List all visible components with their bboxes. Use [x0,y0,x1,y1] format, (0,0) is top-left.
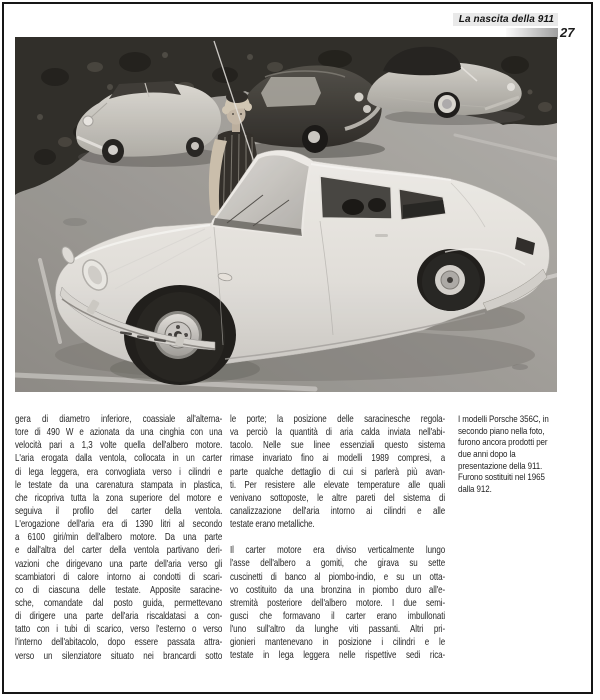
text-line: e dall'altra del carter della ventola partivano deri- [15,545,223,557]
text-line: parte qualche dettaglio di cui si parlerà più avan- [230,466,446,478]
text-column-2 [230,413,445,676]
caption-line: presentazione della 911. [458,460,543,471]
photo-tint-overlay [15,37,557,392]
text-line: di dirigere una parte dell'aria riscaldatasi a con- [15,611,223,623]
text-line: le testate da una carenatura stampata in plastica, [15,479,223,491]
text-line: di lega leggera, era convogliata verso i cilindri e [15,466,223,478]
text-line: che ricopriva tutta la zona superiore del motore e [15,492,223,504]
text-line: tore di 490 W e azionata da una cinghia con una [15,427,223,439]
text-line: le porte; la posizione delle saracinesche regola- [230,414,446,425]
text-line: venivano sottoposte, le altre pareti del sistema di [230,492,446,504]
text-column-1 [15,413,222,676]
text-line: L'aria erogata dalla ventola, collocata in un carter [15,453,223,465]
caption-line: I modelli Porsche 356C, in [458,414,549,424]
paragraph [230,544,445,662]
text-line: l'asse dell'albero a gomiti, che girava su sette [230,558,446,570]
text-line: rimase invariato fino ai modelli 1989 compresi, a [230,453,446,465]
text-line: l'interno dell'abitacolo, dopo essere passata attra- [15,637,223,649]
text-line: gera di diametro inferiore, coassiale all'alterna- [15,414,223,425]
text-line: testate in lega leggera nelle rispettive sedi rica- [230,650,446,662]
photo-illustration [15,37,557,392]
text-line: va perciò la quantità di aria calda inviata nell'abi- [230,427,446,439]
text-line: testate erano metalliche. [230,519,315,531]
photo-caption-lines [458,414,579,496]
text-line: l'uno sull'altro da lunghe viti passanti. Altri pri- [230,624,446,636]
text-line: tatto con i tubi di scarico, verso l'esterno o verso [15,624,223,636]
text-line: sche, comandate dal posto guida, permettevano [15,597,223,609]
text-line: scambiatori di calore intorno ai condotti di scari- [15,571,223,583]
caption-line: Furono sostituiti nel 1965 [458,472,545,483]
text-line: Il carter motore era diviso verticalmente lungo [230,545,446,557]
porsche-photo [15,37,557,392]
text-line: gusci che formavano il carter erano imbullonati [230,610,446,622]
text-line: verso un silenziatore situato nei brancardi sotto [15,650,223,662]
header-title: La nascita della 911 [458,14,554,25]
text-line: seguiva il profilo del carter della ventola. [15,505,223,517]
text-column-2-lines [230,413,445,663]
text-line: co di ciascuna delle testate. Apposite saracine- [15,584,223,596]
text-line: vo costituito da una bronzina in piombo duro all'e- [230,584,446,596]
header-title-bar [453,13,558,26]
text-line: tacolo. Nelle sue linee essenziali questo sistema [230,440,446,452]
text-line: vazioni che dirigevano una parte dell'aria verso gli [15,558,223,570]
page-number: 27 [560,25,575,40]
caption-line: dalla 912. [458,484,492,495]
paragraph [230,413,445,531]
text-line: gionieri mantenevano in posizione i cilindri e le [230,637,446,649]
caption-line: secondo piano nella foto, [458,425,545,436]
text-line: stremità posteriore dell'albero motore. I due semi- [230,597,446,609]
text-line: velocità pari a 1,3 volte quella dell'albero motore. [15,440,223,452]
caption-line: furono ancora prodotti per [458,437,548,448]
text-column-1-lines [15,413,222,663]
text-line: ti. Per resistere alle elevate temperature alle quali [230,479,446,491]
text-line: a 6100 giri/min dell'albero motore. Da una parte [15,532,223,544]
text-line: L'erogazione dell'aria era di 1390 litri al secondo [15,519,223,531]
caption-line: due anni dopo la [458,449,516,460]
text-line: canalizzazione dell'aria intorno ai cilindri e alle [230,505,446,517]
photo-caption [458,414,579,496]
paragraph [15,413,222,663]
text-line: cuscinetti di banco al piombo-indio, e su un otta- [230,571,446,583]
